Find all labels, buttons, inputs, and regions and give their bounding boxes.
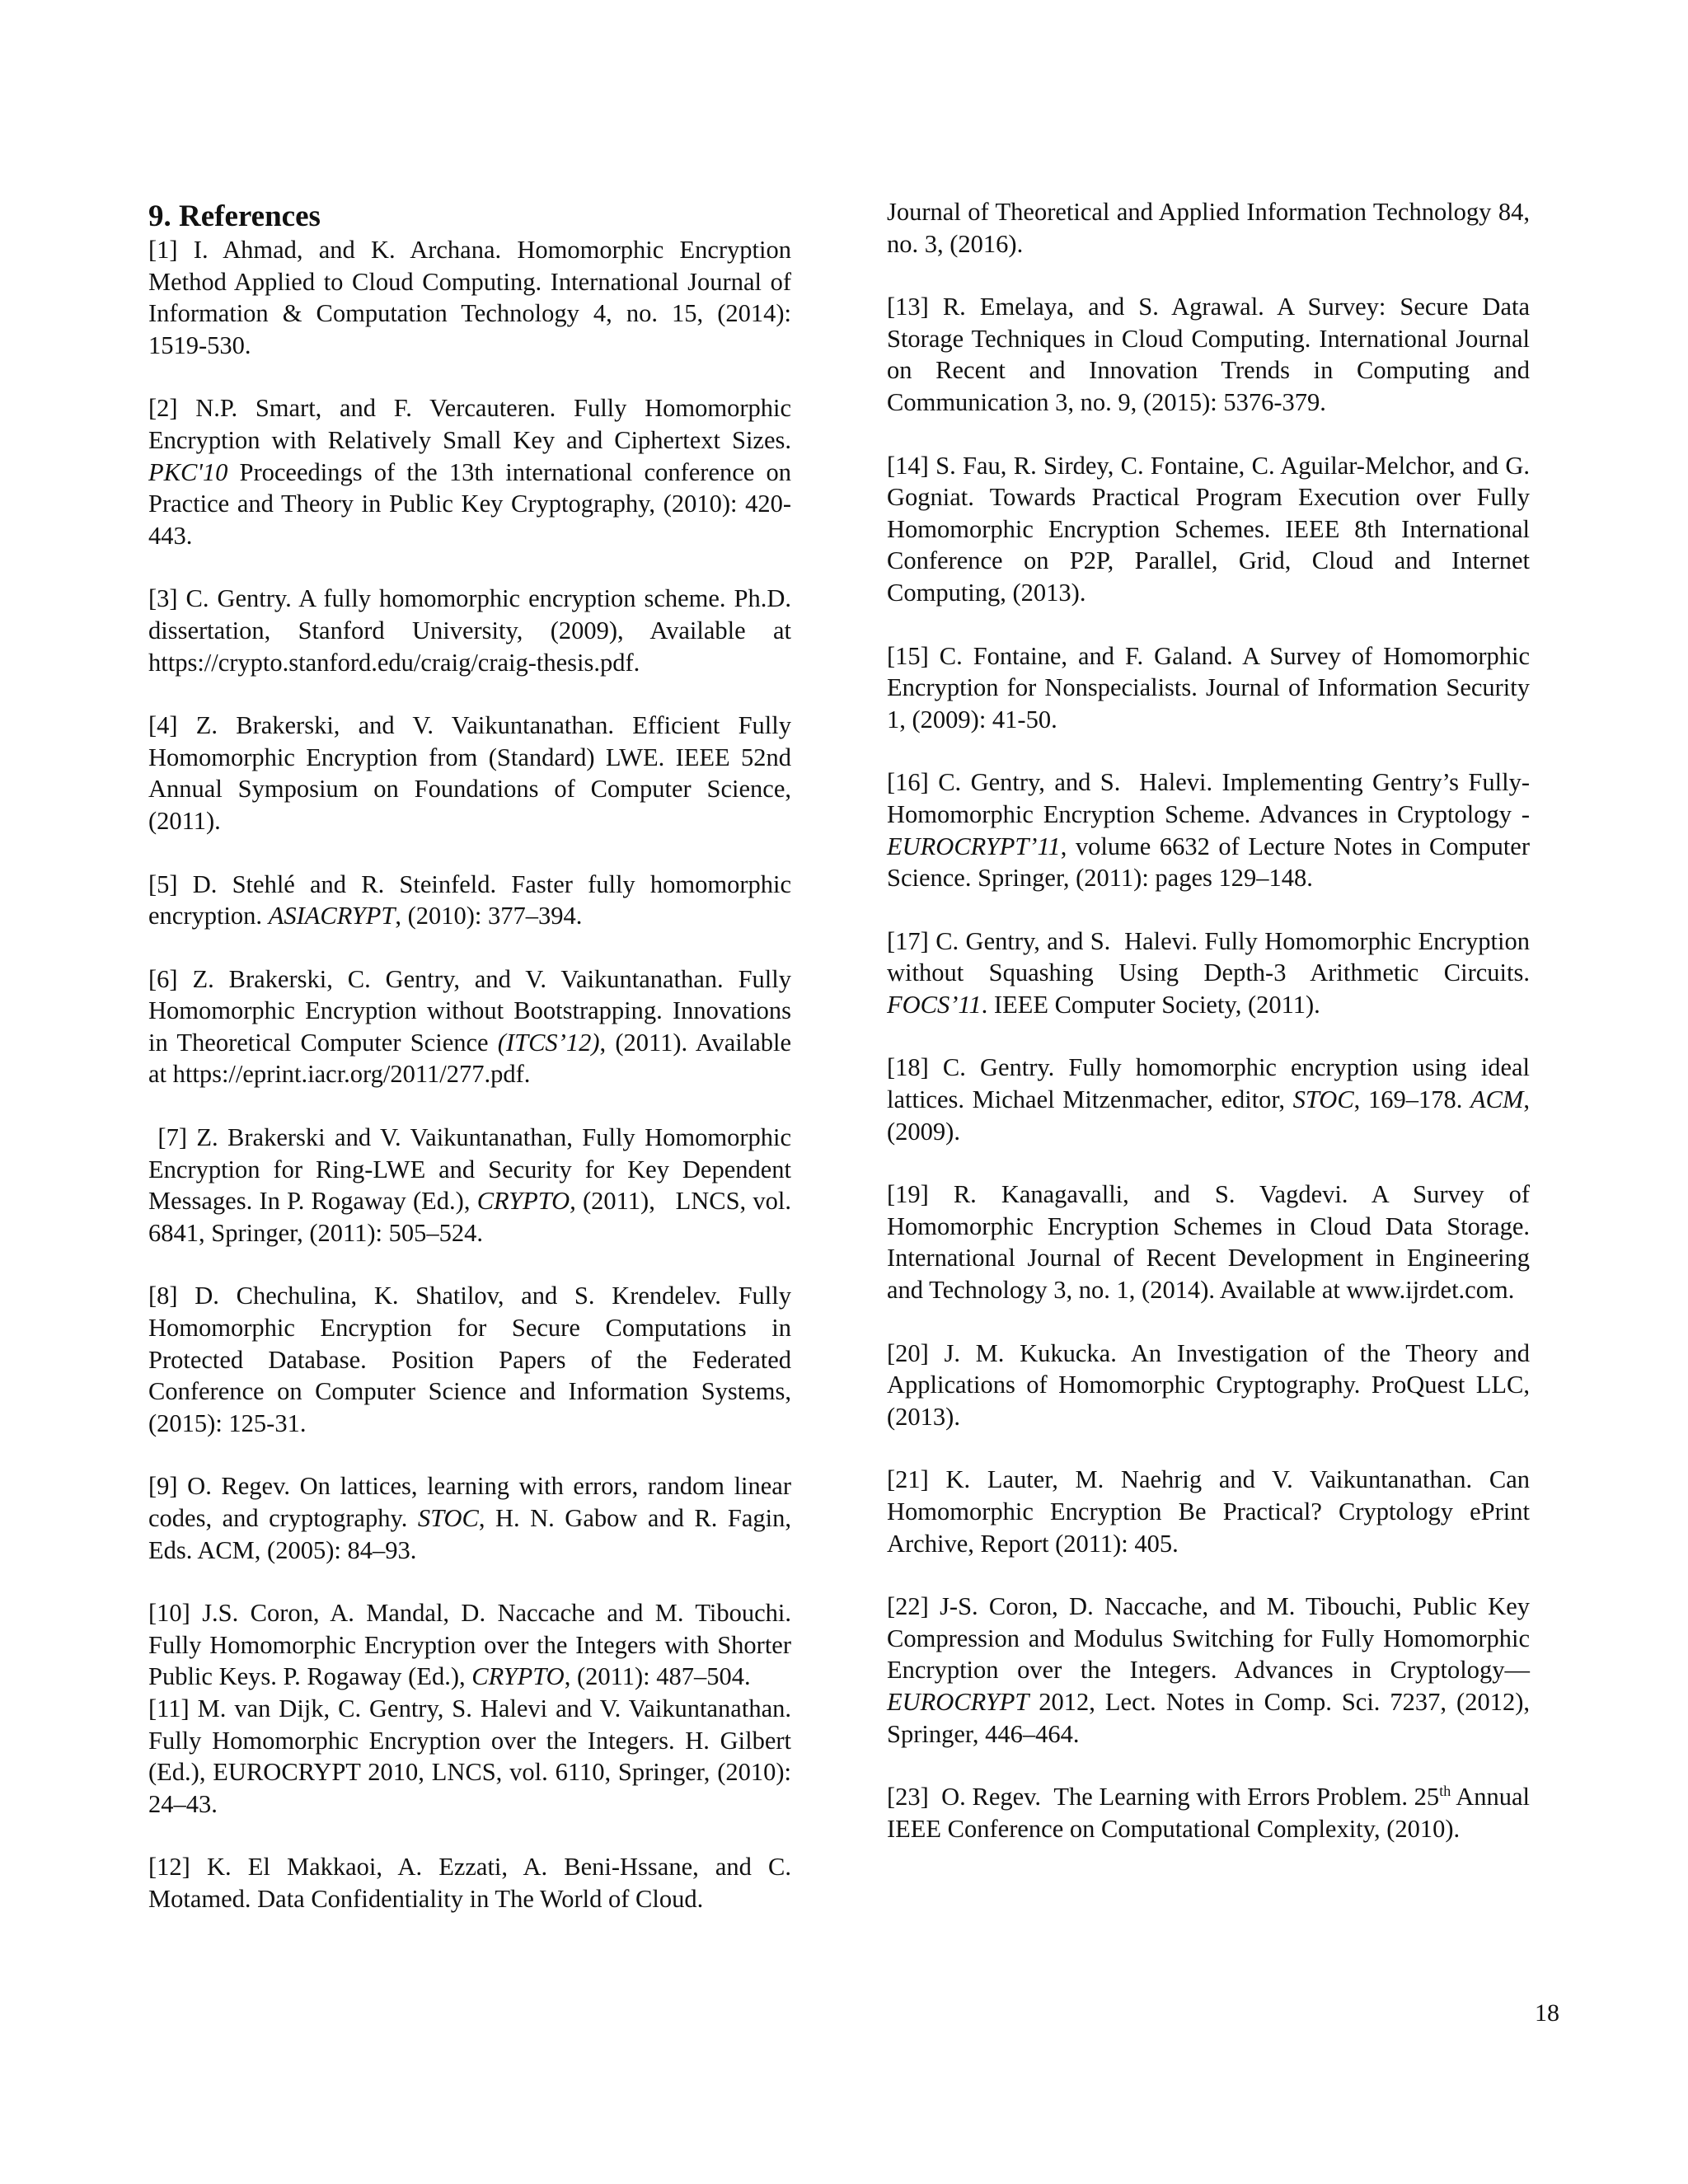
reference-entry: [13] R. Emelaya, and S. Agrawal. A Survey: Secure Data Storage Techniques in Cloud Computing. International Journal on Recent and Innovation Trends in Computing and Communication 3, no. 9, (2015): 5376-379. <box>887 293 1530 416</box>
reference-entry: [12] K. El Makkaoi, A. Ezzati, A. Beni-Hssane, and C. Motamed. Data Confidentiality in The World of Cloud. <box>148 1853 791 1913</box>
reference-entry: [4] Z. Brakerski, and V. Vaikuntanathan. Efficient Fully Homomorphic Encryption from (Standard) LWE. IEEE 52nd Annual Symposium on Foundations of Computer Science, (2011). <box>148 711 791 835</box>
right-reference-list <box>887 196 1530 1844</box>
reference-entry: [22] J-S. Coron, D. Naccache, and M. Tibouchi, Public Key Compression and Modulus Switching for Fully Homomorphic Encryption over the Integers. Advances in Cryptology—EUROCRYPT 2012, Lect. Notes in Comp. Sci. 7237, (2012), Springer, 446–464. <box>887 1592 1530 1748</box>
reference-entry: [20] J. M. Kukucka. An Investigation of the Theory and Applications of Homomorphic Cryptography. ProQuest LLC, (2013). <box>887 1338 1530 1431</box>
page-number: 18 <box>1535 1999 1559 2027</box>
reference-entry: Journal of Theoretical and Applied Information Technology 84, no. 3, (2016). <box>887 198 1530 258</box>
reference-entry: [1] I. Ahmad, and K. Archana. Homomorphic Encryption Method Applied to Cloud Computing. International Journal of Information & Computation Technology 4, no. 15, (2014): 1519-530. <box>148 236 791 359</box>
reference-entry: [8] D. Chechulina, K. Shatilov, and S. Krendelev. Fully Homomorphic Encryption for Secure Computations in Protected Database. Position Papers of the Federated Conference on Computer Science and Information Systems, (2015): 125-31. <box>148 1282 791 1437</box>
reference-entry: [10] J.S. Coron, A. Mandal, D. Naccache and M. Tibouchi. Fully Homomorphic Encryption over the Integers with Shorter Public Keys. P. Rogaway (Ed.), CRYPTO, (2011): 487–504. <box>148 1599 791 1691</box>
left-column <box>148 196 791 1947</box>
reference-entry: [18] C. Gentry. Fully homomorphic encryption using ideal lattices. Michael Mitzenmacher, editor, STOC, 169–178. ACM, (2009). <box>887 1053 1530 1146</box>
reference-entry: [15] C. Fontaine, and F. Galand. A Survey of Homomorphic Encryption for Nonspecialists. Journal of Information Security 1, (2009): 41-50. <box>887 641 1530 733</box>
reference-entry: [14] S. Fau, R. Sirdey, C. Fontaine, C. Aguilar-Melchor, and G. Gogniat. Towards Practical Program Execution over Fully Homomorphic Encryption Schemes. IEEE 8th International Conference on P2P, Parallel, Grid, Cloud and Internet Computing, (2013). <box>887 451 1530 607</box>
reference-entry: [9] O. Regev. On lattices, learning with errors, random linear codes, and cryptography. STOC, H. N. Gabow and R. Fagin, Eds. ACM, (2005): 84–93. <box>148 1472 791 1564</box>
reference-entry: [21] K. Lauter, M. Naehrig and V. Vaikuntanathan. Can Homomorphic Encryption Be Practical? Cryptology ePrint Archive, Report (2011): 405. <box>887 1465 1530 1558</box>
reference-entry: [19] R. Kanagavalli, and S. Vagdevi. A Survey of Homomorphic Encryption Schemes in Cloud Data Storage. International Journal of Recent Development in Engineering and Technology 3, no. 1, (2014). Available at www.ijrdet.com. <box>887 1180 1530 1305</box>
reference-entry: [16] C. Gentry, and S. Halevi. Implementing Gentry’s Fully-Homomorphic Encryption Scheme. Advances in Cryptology - EUROCRYPT’11, volume 6632 of Lecture Notes in Computer Science. Springer, (2011): pages 129–148. <box>887 768 1530 893</box>
reference-entry: [23] O. Regev. The Learning with Errors Problem. 25th Annual IEEE Conference on Computational Complexity, (2010). <box>887 1783 1530 1843</box>
reference-entry: [11] M. van Dijk, C. Gentry, S. Halevi and V. Vaikuntanathan. Fully Homomorphic Encryption over the Integers. H. Gilbert (Ed.), EUROCRYPT 2010, LNCS, vol. 6110, Springer, (2010): 24–43. <box>148 1694 791 1818</box>
reference-entry: [5] D. Stehlé and R. Steinfeld. Faster fully homomorphic encryption. ASIACRYPT, (2010): 377–394. <box>148 869 791 930</box>
reference-entry: [3] C. Gentry. A fully homomorphic encryption scheme. Ph.D. dissertation, Stanford University, (2009), Available at https://crypto.stanford.edu/craig/craig-thesis.pdf. <box>148 584 791 677</box>
left-reference-list <box>148 234 791 1915</box>
reference-entry: [17] C. Gentry, and S. Halevi. Fully Homomorphic Encryption without Squashing Using Depth-3 Arithmetic Circuits. FOCS’11. IEEE Computer Society, (2011). <box>887 926 1530 1019</box>
reference-entry: [2] N.P. Smart, and F. Vercauteren. Fully Homomorphic Encryption with Relatively Small Key and Ciphertext Sizes. PKC'10 Proceedings of the 13th international conference on Practice and Theory in Public Key Cryptography, (2010): 420-443. <box>148 394 791 550</box>
reference-entry: [7] Z. Brakerski and V. Vaikuntanathan, Fully Homomorphic Encryption for Ring-LWE and Security for Key Dependent Messages. In P. Rogaway (Ed.), CRYPTO, (2011), LNCS, vol. 6841, Springer, (2011): 505–524. <box>148 1123 791 1247</box>
right-column <box>887 196 1530 1876</box>
reference-entry: [6] Z. Brakerski, C. Gentry, and V. Vaikuntanathan. Fully Homomorphic Encryption without Bootstrapping. Innovations in Theoretical Computer Science (ITCS’12), (2011). Available at https://eprint.iacr.org/2011/277.pdf. <box>148 964 791 1089</box>
section-title: 9. References <box>148 199 321 233</box>
